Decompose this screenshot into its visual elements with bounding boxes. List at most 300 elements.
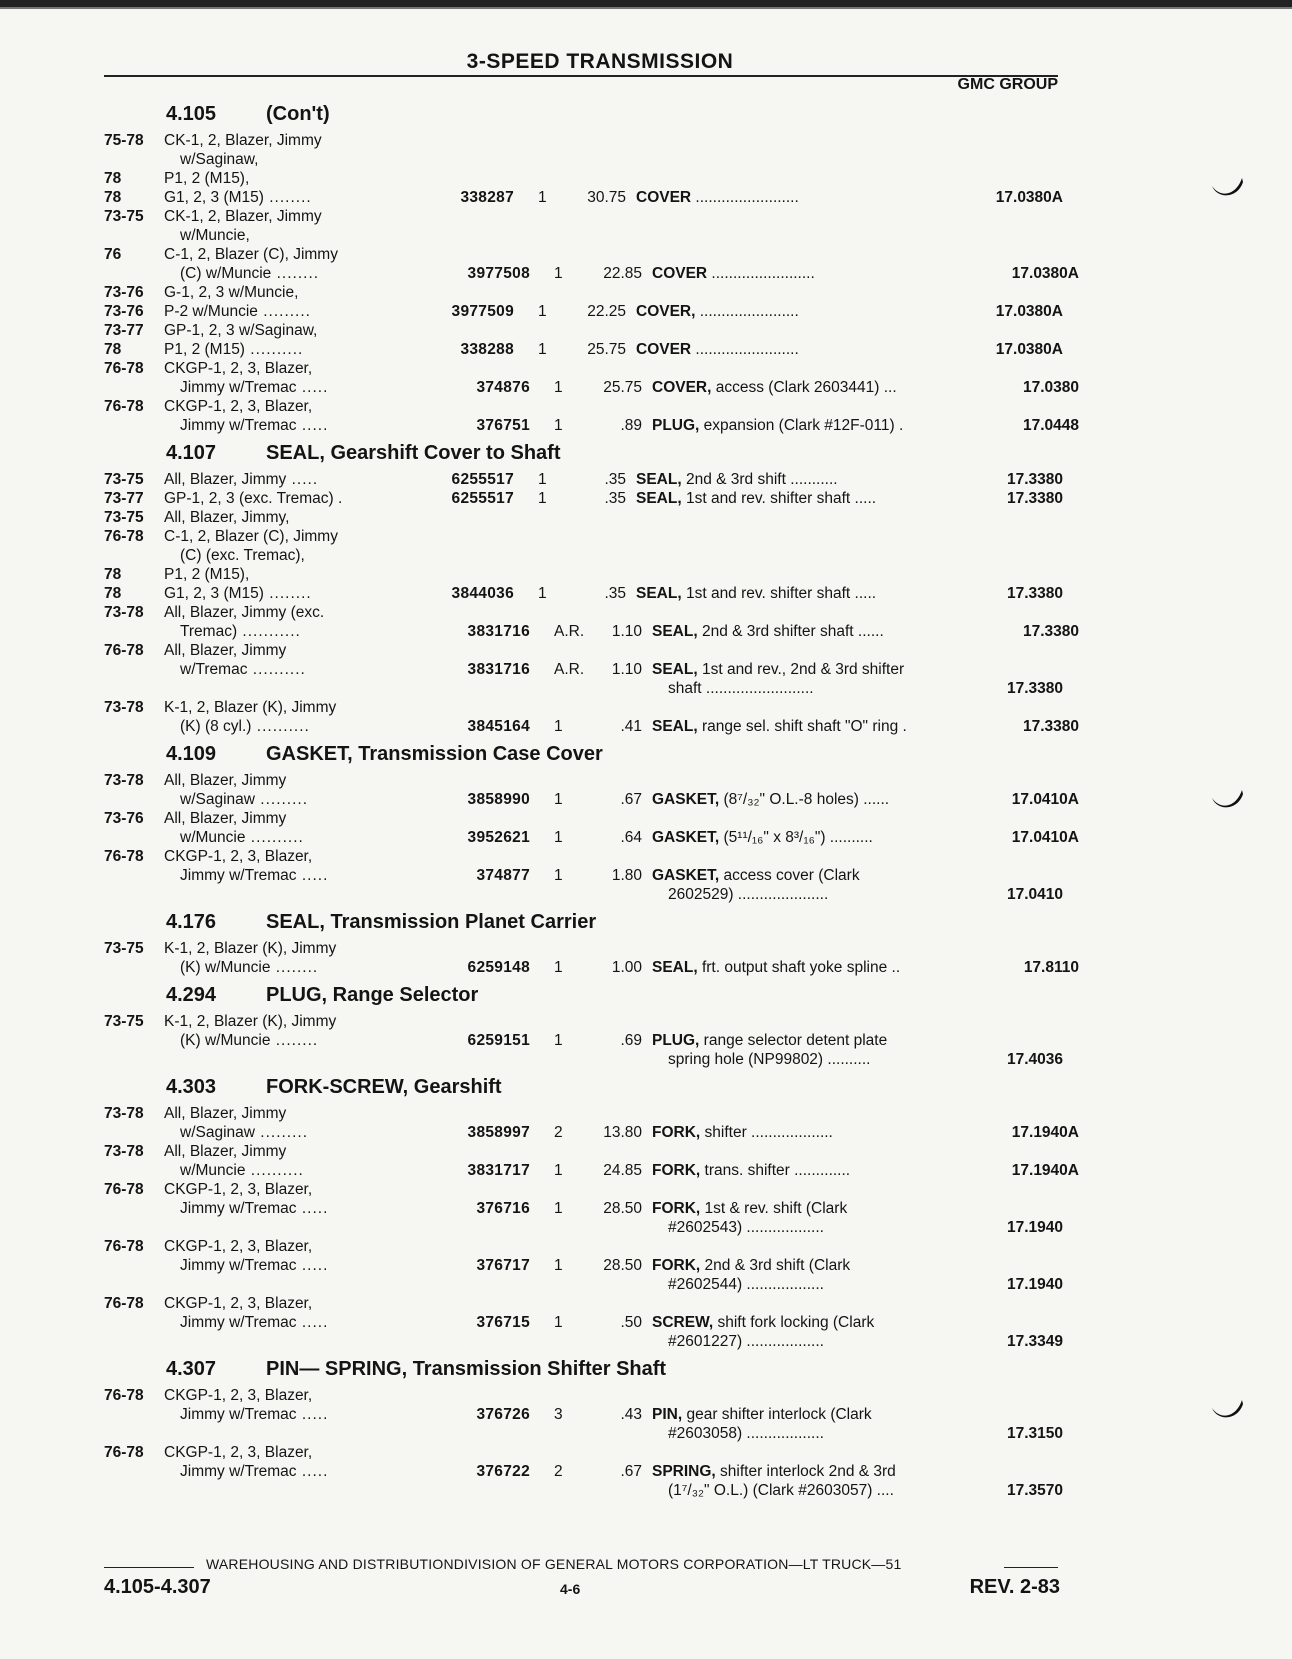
application-text: G-1, 2, 3 w/Muncie, bbox=[164, 284, 299, 301]
model-years bbox=[104, 1332, 164, 1351]
dot-leader: ......... bbox=[254, 1124, 309, 1141]
quantity: 1 bbox=[554, 791, 563, 808]
entry-line bbox=[104, 790, 1079, 809]
group-number: 17.3150 bbox=[1006, 1425, 1063, 1442]
quantity bbox=[530, 150, 570, 169]
group-number bbox=[951, 245, 1063, 264]
dot-leader: ........ bbox=[271, 265, 320, 282]
application-description bbox=[164, 188, 434, 207]
model-years bbox=[104, 1161, 164, 1180]
part-number bbox=[434, 321, 514, 340]
application-text: CKGP-1, 2, 3, Blazer, bbox=[164, 1387, 313, 1404]
quantity bbox=[530, 226, 570, 245]
quantity bbox=[514, 1012, 554, 1031]
application-text: w/Muncie bbox=[180, 1162, 246, 1179]
price: .43 bbox=[620, 1406, 642, 1423]
application-text: K-1, 2, Blazer (K), Jimmy bbox=[164, 940, 337, 957]
section-heading bbox=[104, 438, 1064, 468]
model-years: 73-76 bbox=[104, 810, 144, 827]
item-description bbox=[626, 169, 951, 188]
application-description bbox=[164, 1161, 450, 1180]
part-number bbox=[434, 603, 514, 622]
section bbox=[104, 438, 1079, 736]
part-number: 376722 bbox=[476, 1463, 530, 1480]
application-description bbox=[164, 1180, 434, 1199]
application-description bbox=[164, 1313, 450, 1332]
price bbox=[554, 527, 626, 546]
application-description bbox=[164, 283, 434, 302]
price bbox=[554, 603, 626, 622]
application-text: CKGP-1, 2, 3, Blazer, bbox=[164, 1295, 313, 1312]
application-text: (K) w/Muncie bbox=[180, 959, 271, 976]
group-number: 17.0410 bbox=[1006, 886, 1063, 903]
application-description bbox=[164, 1462, 450, 1481]
application-description bbox=[164, 679, 434, 698]
section-heading bbox=[104, 1072, 1064, 1102]
item-description bbox=[642, 1462, 967, 1481]
group-number: 17.0448 bbox=[1022, 417, 1079, 434]
part-entry bbox=[104, 809, 1079, 847]
application-text: CK-1, 2, Blazer, Jimmy bbox=[164, 208, 322, 225]
entry-line bbox=[104, 866, 1064, 885]
price bbox=[554, 771, 626, 790]
section-title: PIN— SPRING, Transmission Shifter Shaft bbox=[266, 1358, 667, 1380]
entry-line bbox=[104, 508, 1064, 527]
item-description bbox=[626, 283, 951, 302]
application-description bbox=[164, 302, 434, 321]
group-number bbox=[967, 1313, 1079, 1332]
application-text: (C) (exc. Tremac), bbox=[180, 547, 305, 564]
group-number: 17.4036 bbox=[1006, 1051, 1063, 1068]
group-number bbox=[951, 283, 1063, 302]
group-number bbox=[967, 1199, 1079, 1218]
application-description bbox=[164, 885, 434, 904]
item-description bbox=[626, 809, 951, 828]
application-description bbox=[164, 1199, 450, 1218]
section-title: FORK-SCREW, Gearshift bbox=[266, 1076, 502, 1098]
item-description bbox=[626, 603, 951, 622]
application-description bbox=[164, 416, 450, 435]
item-description bbox=[626, 188, 951, 207]
model-years bbox=[104, 790, 164, 809]
quantity: 1 bbox=[554, 829, 563, 846]
part-entry bbox=[104, 470, 1064, 508]
price: 22.25 bbox=[587, 303, 626, 320]
quantity bbox=[514, 1237, 554, 1256]
item-description bbox=[626, 508, 951, 527]
item-name: SEAL, bbox=[636, 471, 682, 488]
application-text: P1, 2 (M15) bbox=[164, 341, 245, 358]
item-description bbox=[642, 660, 967, 679]
part-number bbox=[434, 131, 514, 150]
application-text: CKGP-1, 2, 3, Blazer, bbox=[164, 1181, 313, 1198]
model-years: 73-75 bbox=[104, 1013, 144, 1030]
price bbox=[554, 698, 626, 717]
application-description bbox=[164, 1050, 434, 1069]
model-years: 78 bbox=[104, 585, 122, 602]
application-description bbox=[164, 1031, 450, 1050]
application-text: All, Blazer, Jimmy (exc. bbox=[164, 604, 325, 621]
footer-range: 4.105-4.307 bbox=[104, 1576, 211, 1598]
price: .35 bbox=[604, 471, 626, 488]
model-years: 76-78 bbox=[104, 1181, 144, 1198]
application-description bbox=[164, 1237, 434, 1256]
quantity bbox=[514, 1386, 554, 1405]
application-description bbox=[164, 1123, 450, 1142]
entry-line bbox=[104, 340, 1064, 359]
price: .67 bbox=[620, 1463, 642, 1480]
item-description-continued: (1⁷/₃₂" O.L.) (Clark #2603057) .... bbox=[668, 1482, 894, 1499]
entry-line bbox=[104, 679, 1064, 698]
item-description bbox=[642, 378, 967, 397]
model-years: 73-75 bbox=[104, 471, 144, 488]
model-years: 76-78 bbox=[104, 398, 144, 415]
quantity bbox=[514, 169, 554, 188]
item-detail: range sel. shift shaft "O" ring . bbox=[697, 718, 907, 735]
dot-leader: ........ bbox=[263, 585, 312, 602]
part-number bbox=[434, 939, 514, 958]
price: 24.85 bbox=[603, 1162, 642, 1179]
item-description bbox=[626, 939, 951, 958]
price: 28.50 bbox=[603, 1257, 642, 1274]
price bbox=[554, 207, 626, 226]
group-number bbox=[951, 771, 1063, 790]
quantity: 1 bbox=[554, 1314, 563, 1331]
group-number: 17.3380 bbox=[1006, 490, 1063, 507]
part-number: 3977509 bbox=[451, 303, 514, 320]
application-description bbox=[164, 584, 434, 603]
price bbox=[554, 1443, 626, 1462]
model-years bbox=[104, 1313, 164, 1332]
entry-line bbox=[104, 416, 1079, 435]
application-description bbox=[164, 939, 434, 958]
model-years bbox=[104, 958, 164, 977]
group-number bbox=[951, 1443, 1063, 1462]
quantity bbox=[514, 131, 554, 150]
section bbox=[104, 739, 1079, 904]
application-text: (K) w/Muncie bbox=[180, 1032, 271, 1049]
entry-line bbox=[104, 470, 1064, 489]
item-name: SCREW, bbox=[652, 1314, 714, 1331]
price bbox=[554, 847, 626, 866]
price: .69 bbox=[620, 1032, 642, 1049]
item-detail: ........................ bbox=[707, 265, 815, 282]
part-entry bbox=[104, 1386, 1064, 1443]
quantity bbox=[514, 1275, 554, 1294]
item-description bbox=[626, 1180, 951, 1199]
item-detail: shifter interlock 2nd & 3rd bbox=[715, 1463, 896, 1480]
quantity bbox=[514, 771, 554, 790]
item-detail: shift fork locking (Clark bbox=[713, 1314, 875, 1331]
part-entry bbox=[104, 397, 1079, 435]
price bbox=[554, 1142, 626, 1161]
quantity: 2 bbox=[554, 1463, 563, 1480]
part-number: 3831716 bbox=[467, 661, 530, 678]
group-number bbox=[967, 546, 1079, 565]
application-text: GP-1, 2, 3 w/Saginaw, bbox=[164, 322, 318, 339]
price: .50 bbox=[620, 1314, 642, 1331]
quantity bbox=[514, 641, 554, 660]
part-entry bbox=[104, 283, 1064, 321]
part-number bbox=[434, 1294, 514, 1313]
model-years bbox=[104, 546, 164, 565]
part-number: 3831716 bbox=[467, 623, 530, 640]
part-number: 3845164 bbox=[467, 718, 530, 735]
quantity bbox=[514, 245, 554, 264]
part-entry bbox=[104, 641, 1064, 698]
price: .41 bbox=[620, 718, 642, 735]
application-description bbox=[164, 641, 434, 660]
item-description bbox=[626, 847, 951, 866]
application-description bbox=[164, 866, 450, 885]
group-number: 17.3570 bbox=[1006, 1482, 1063, 1499]
section-code: 4.307 bbox=[166, 1358, 217, 1380]
part-number bbox=[434, 1424, 514, 1443]
part-number: 3952621 bbox=[467, 829, 530, 846]
model-years bbox=[104, 1218, 164, 1237]
section-heading bbox=[104, 907, 1064, 937]
part-number bbox=[434, 1180, 514, 1199]
item-detail: (8⁷/₃₂" O.L.-8 holes) ...... bbox=[719, 791, 890, 808]
application-text: Jimmy w/Tremac bbox=[180, 1200, 297, 1217]
parts-list bbox=[104, 96, 1079, 1500]
dot-leader: .......... bbox=[245, 829, 304, 846]
quantity bbox=[514, 321, 554, 340]
item-name: PLUG, bbox=[652, 417, 700, 434]
group-number bbox=[951, 1294, 1063, 1313]
item-description bbox=[626, 340, 951, 359]
entry-line bbox=[104, 150, 1064, 169]
item-description bbox=[626, 641, 951, 660]
binder-hole-mark bbox=[1210, 788, 1244, 810]
item-description bbox=[626, 302, 951, 321]
application-description bbox=[164, 622, 450, 641]
entry-line bbox=[104, 1256, 1064, 1275]
model-years bbox=[104, 679, 164, 698]
item-description bbox=[626, 1294, 951, 1313]
quantity: 1 bbox=[554, 379, 563, 396]
entry-line bbox=[104, 622, 1079, 641]
part-entry bbox=[104, 207, 1079, 283]
part-number bbox=[434, 1142, 514, 1161]
price: .64 bbox=[620, 829, 642, 846]
group-number bbox=[951, 508, 1063, 527]
footer-rule-right bbox=[1004, 1567, 1058, 1568]
dot-leader: ........ bbox=[270, 1032, 319, 1049]
entry-line bbox=[104, 1031, 1064, 1050]
part-number: 338288 bbox=[460, 341, 514, 358]
group-number bbox=[967, 150, 1079, 169]
group-number bbox=[967, 660, 1079, 679]
application-text: CKGP-1, 2, 3, Blazer, bbox=[164, 848, 313, 865]
entry-line bbox=[104, 1218, 1064, 1237]
group-number bbox=[951, 321, 1063, 340]
model-years: 78 bbox=[104, 566, 122, 583]
application-text: All, Blazer, Jimmy, bbox=[164, 509, 290, 526]
application-text: CKGP-1, 2, 3, Blazer, bbox=[164, 1238, 313, 1255]
application-description bbox=[164, 1275, 434, 1294]
quantity bbox=[514, 1481, 554, 1500]
part-number bbox=[434, 359, 514, 378]
model-years bbox=[104, 885, 164, 904]
part-number: 3858997 bbox=[467, 1124, 530, 1141]
part-number bbox=[434, 1275, 514, 1294]
model-years: 73-78 bbox=[104, 1105, 144, 1122]
quantity bbox=[514, 885, 554, 904]
item-description-continued: #2602544) .................. bbox=[668, 1276, 824, 1293]
part-number bbox=[434, 1443, 514, 1462]
model-years: 73-75 bbox=[104, 940, 144, 957]
part-number bbox=[434, 1332, 514, 1351]
price bbox=[554, 641, 626, 660]
entry-line bbox=[104, 546, 1064, 565]
price: 28.50 bbox=[603, 1200, 642, 1217]
model-years: 76-78 bbox=[104, 1387, 144, 1404]
group-number bbox=[951, 527, 1063, 546]
quantity: 1 bbox=[538, 471, 547, 488]
application-text: P1, 2 (M15), bbox=[164, 170, 250, 187]
application-description bbox=[164, 1142, 434, 1161]
entry-line bbox=[104, 641, 1064, 660]
application-text: Jimmy w/Tremac bbox=[180, 1257, 297, 1274]
dot-leader: ..... bbox=[296, 867, 329, 884]
group-number bbox=[951, 603, 1063, 622]
item-description bbox=[642, 717, 967, 736]
section-code: 4.105 bbox=[166, 103, 217, 125]
item-name: FORK, bbox=[652, 1257, 701, 1274]
item-detail: 2nd & 3rd shift ........... bbox=[681, 471, 838, 488]
group-number: 17.8110 bbox=[1023, 959, 1079, 976]
application-text: All, Blazer, Jimmy bbox=[164, 1105, 287, 1122]
model-years bbox=[104, 264, 164, 283]
item-description bbox=[626, 359, 951, 378]
item-name: FORK, bbox=[652, 1162, 701, 1179]
item-description bbox=[626, 131, 951, 150]
entry-line bbox=[104, 188, 1064, 207]
page-title: 3-SPEED TRANSMISSION bbox=[466, 50, 734, 73]
group-number: 17.0410A bbox=[1011, 829, 1079, 846]
part-number bbox=[434, 771, 514, 790]
dot-leader: ..... bbox=[296, 1200, 329, 1217]
part-number: 3844036 bbox=[451, 585, 514, 602]
entry-line bbox=[104, 603, 1064, 622]
entry-line bbox=[104, 1012, 1064, 1031]
application-text: w/Saginaw bbox=[180, 1124, 255, 1141]
part-entry bbox=[104, 1012, 1064, 1069]
quantity bbox=[514, 1050, 554, 1069]
part-number bbox=[434, 508, 514, 527]
dot-leader: ..... bbox=[296, 379, 329, 396]
quantity bbox=[514, 397, 554, 416]
model-years: 76-78 bbox=[104, 848, 144, 865]
quantity: 2 bbox=[554, 1124, 563, 1141]
part-number bbox=[434, 245, 514, 264]
application-text: Jimmy w/Tremac bbox=[180, 379, 297, 396]
dot-leader: ........... bbox=[237, 623, 301, 640]
entry-line bbox=[104, 584, 1064, 603]
application-text: w/Tremac bbox=[180, 661, 248, 678]
section-code: 4.176 bbox=[166, 911, 217, 933]
price: 25.75 bbox=[603, 379, 642, 396]
model-years bbox=[104, 717, 164, 736]
item-description-continued: #2602543) .................. bbox=[668, 1219, 824, 1236]
price bbox=[554, 809, 626, 828]
entry-line bbox=[104, 1313, 1064, 1332]
entry-line bbox=[104, 1123, 1079, 1142]
application-description bbox=[164, 470, 434, 489]
quantity bbox=[514, 1424, 554, 1443]
entry-line bbox=[104, 1332, 1064, 1351]
model-years: 76-78 bbox=[104, 1444, 144, 1461]
model-years bbox=[104, 660, 164, 679]
item-detail: frt. output shaft yoke spline .. bbox=[697, 959, 901, 976]
item-description-continued: 2602529) ..................... bbox=[668, 886, 829, 903]
part-number bbox=[434, 1218, 514, 1237]
group-number bbox=[951, 1180, 1063, 1199]
price bbox=[554, 397, 626, 416]
application-description bbox=[164, 660, 450, 679]
application-description bbox=[164, 1443, 434, 1462]
item-description bbox=[642, 150, 967, 169]
section-heading bbox=[104, 980, 1064, 1010]
application-description bbox=[164, 489, 434, 508]
model-years: 73-78 bbox=[104, 772, 144, 789]
application-text: w/Saginaw bbox=[180, 791, 255, 808]
group-number: 17.0380A bbox=[995, 341, 1063, 358]
section-title: SEAL, Transmission Planet Carrier bbox=[266, 911, 597, 933]
part-number bbox=[434, 1012, 514, 1031]
application-text: (C) w/Muncie bbox=[180, 265, 272, 282]
price: .89 bbox=[620, 417, 642, 434]
quantity: 1 bbox=[554, 867, 563, 884]
part-number bbox=[434, 565, 514, 584]
model-years bbox=[104, 1481, 164, 1500]
model-years bbox=[104, 828, 164, 847]
group-number bbox=[951, 1012, 1063, 1031]
group-number: 17.3349 bbox=[1006, 1333, 1063, 1350]
quantity: 1 bbox=[554, 1032, 563, 1049]
entry-line bbox=[104, 717, 1079, 736]
quantity: 1 bbox=[554, 718, 563, 735]
part-number bbox=[434, 1237, 514, 1256]
part-entry bbox=[104, 1443, 1064, 1500]
application-description bbox=[164, 527, 434, 546]
group-number: 17.0380A bbox=[995, 303, 1063, 320]
part-number: 376715 bbox=[476, 1314, 530, 1331]
price bbox=[554, 1180, 626, 1199]
item-description bbox=[642, 790, 967, 809]
item-description bbox=[626, 698, 951, 717]
application-description bbox=[164, 809, 434, 828]
group-number: 17.0380 bbox=[1022, 379, 1079, 396]
quantity bbox=[514, 207, 554, 226]
application-description bbox=[164, 698, 434, 717]
price bbox=[554, 1294, 626, 1313]
price bbox=[554, 1012, 626, 1031]
item-detail: 2nd & 3rd shift (Clark bbox=[700, 1257, 851, 1274]
group-number: 17.0380A bbox=[1011, 265, 1079, 282]
item-detail: 1st & rev. shift (Clark bbox=[700, 1200, 848, 1217]
price bbox=[554, 1275, 626, 1294]
model-years: 73-77 bbox=[104, 490, 144, 507]
quantity bbox=[530, 546, 570, 565]
application-text: C-1, 2, Blazer (C), Jimmy bbox=[164, 528, 338, 545]
price: 25.75 bbox=[587, 341, 626, 358]
item-name: COVER, bbox=[636, 303, 696, 320]
application-description bbox=[164, 1218, 434, 1237]
price bbox=[554, 321, 626, 340]
entry-line bbox=[104, 1386, 1064, 1405]
